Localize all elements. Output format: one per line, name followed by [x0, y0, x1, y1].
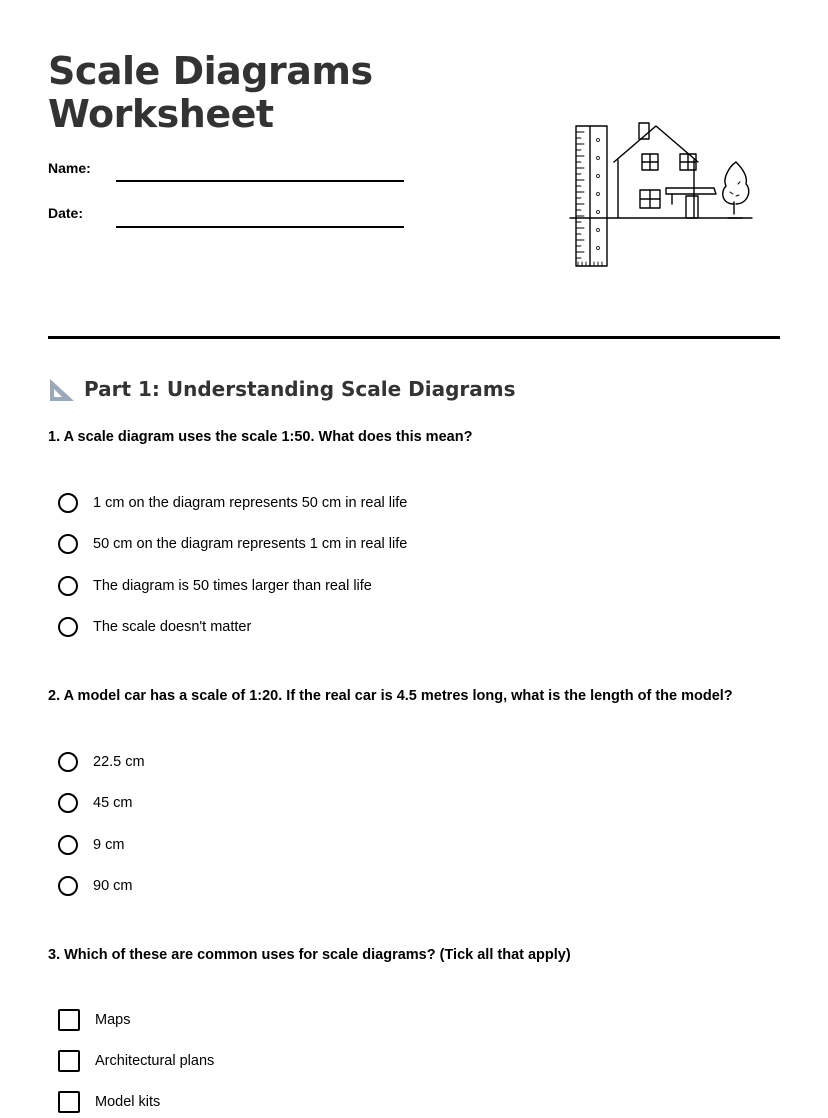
q3-option-c-checkbox[interactable] — [58, 1091, 80, 1113]
q2-option-a[interactable] — [58, 750, 145, 774]
q1-option-b-label: 50 cm on the diagram represents 1 cm in real life — [93, 536, 408, 552]
section-divider — [48, 336, 780, 339]
q3-option-b-checkbox[interactable] — [58, 1050, 80, 1072]
q3-option-a-label: Maps — [95, 1012, 131, 1028]
q1-option-b[interactable] — [58, 532, 407, 556]
q2-option-d[interactable] — [58, 874, 133, 898]
q1-option-a[interactable] — [58, 491, 407, 515]
q1-option-a-radio[interactable] — [58, 493, 78, 513]
q1-option-d-label: The scale doesn't matter — [93, 619, 252, 635]
worksheet-title — [48, 50, 373, 136]
q1-option-c-label: The diagram is 50 times larger than real life — [93, 578, 372, 594]
q1-option-c[interactable] — [58, 574, 372, 598]
q3-option-b-label: Architectural plans — [95, 1053, 215, 1069]
q1-option-b-radio[interactable] — [58, 534, 78, 554]
q1-option-d[interactable] — [58, 615, 251, 639]
question-2: 2. A model car has a scale of 1:20. If the real car is 4.5 metres long, what is the length of the model? — [48, 688, 733, 704]
q3-option-b[interactable] — [58, 1049, 214, 1073]
q1-option-c-radio[interactable] — [58, 576, 78, 596]
q2-option-c-radio[interactable] — [58, 835, 78, 855]
question-1: 1. A scale diagram uses the scale 1:50. What does this mean? — [48, 429, 473, 445]
title-line-2: Worksheet — [48, 92, 274, 136]
q2-option-b-label: 45 cm — [93, 795, 133, 811]
q2-option-b-radio[interactable] — [58, 793, 78, 813]
date-label: Date: — [48, 205, 84, 221]
q3-option-c-label: Model kits — [95, 1094, 161, 1110]
part-1-header — [48, 374, 516, 404]
q2-option-d-radio[interactable] — [58, 876, 78, 896]
part-1-title: Part 1: Understanding Scale Diagrams — [84, 377, 516, 401]
q3-option-a-checkbox[interactable] — [58, 1009, 80, 1031]
name-label: Name: — [48, 160, 91, 176]
q1-option-a-label: 1 cm on the diagram represents 50 cm in real life — [93, 495, 408, 511]
q1-option-d-radio[interactable] — [58, 617, 78, 637]
q3-option-a[interactable] — [58, 1008, 130, 1032]
set-square-icon — [48, 375, 76, 403]
title-line-1: Scale Diagrams — [48, 49, 373, 93]
ruler-and-house-icon — [566, 118, 756, 272]
q2-option-d-label: 90 cm — [93, 878, 133, 894]
question-3: 3. Which of these are common uses for scale diagrams? (Tick all that apply) — [48, 947, 571, 963]
date-field[interactable] — [116, 226, 404, 228]
q2-option-c[interactable] — [58, 833, 124, 857]
q3-option-c[interactable] — [58, 1090, 160, 1114]
q2-option-b[interactable] — [58, 791, 133, 815]
q2-option-a-radio[interactable] — [58, 752, 78, 772]
q2-option-a-label: 22.5 cm — [93, 754, 145, 770]
name-field[interactable] — [116, 180, 404, 182]
q2-option-c-label: 9 cm — [93, 837, 125, 853]
